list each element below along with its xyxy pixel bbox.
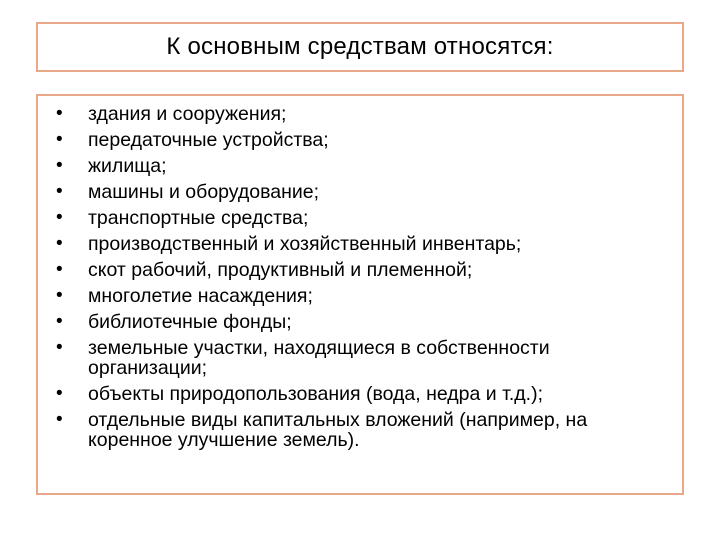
list-item-text: земельные участки, находящиеся в собственности организации;	[88, 337, 550, 379]
title-box	[36, 22, 684, 72]
list-item-text: транспортные средства;	[88, 207, 309, 229]
bullet-icon: •	[56, 311, 63, 332]
list-item	[56, 410, 662, 450]
bullet-list	[56, 104, 662, 450]
list-item-text: скот рабочий, продуктивный и племенной;	[88, 259, 473, 281]
list-item	[56, 384, 662, 404]
bullet-icon: •	[56, 103, 63, 124]
list-item	[56, 286, 662, 306]
list-item	[56, 130, 662, 150]
list-item	[56, 156, 662, 176]
slide-title: К основным средствам относятся:	[166, 33, 554, 60]
list-item	[56, 208, 662, 228]
list-item	[56, 338, 662, 378]
list-item-text: производственный и хозяйственный инвентарь;	[88, 233, 522, 255]
bullet-icon: •	[56, 259, 63, 280]
list-item-text: библиотечные фонды;	[88, 311, 292, 333]
list-item-text: передаточные устройства;	[88, 129, 329, 151]
bullet-icon: •	[56, 409, 63, 430]
bullet-icon: •	[56, 155, 63, 176]
bullet-icon: •	[56, 207, 63, 228]
bullet-icon: •	[56, 129, 63, 150]
list-item	[56, 104, 662, 124]
bullet-icon: •	[56, 233, 63, 254]
bullet-icon: •	[56, 285, 63, 306]
list-item	[56, 234, 662, 254]
list-item-text: здания и сооружения;	[88, 103, 287, 125]
list-item	[56, 260, 662, 280]
list-item-text: многолетие насаждения;	[88, 285, 313, 307]
list-item-text: отдельные виды капитальных вложений (например, на коренное улучшение земель).	[88, 409, 588, 451]
list-item-text: объекты природопользования (вода, недра и т.д.);	[88, 383, 543, 405]
list-item-text: машины и оборудование;	[88, 181, 320, 203]
list-item	[56, 312, 662, 332]
list-item	[56, 182, 662, 202]
bullet-icon: •	[56, 181, 63, 202]
content-box	[36, 94, 684, 495]
bullet-icon: •	[56, 337, 63, 358]
bullet-icon: •	[56, 383, 63, 404]
list-item-text: жилища;	[88, 155, 167, 177]
